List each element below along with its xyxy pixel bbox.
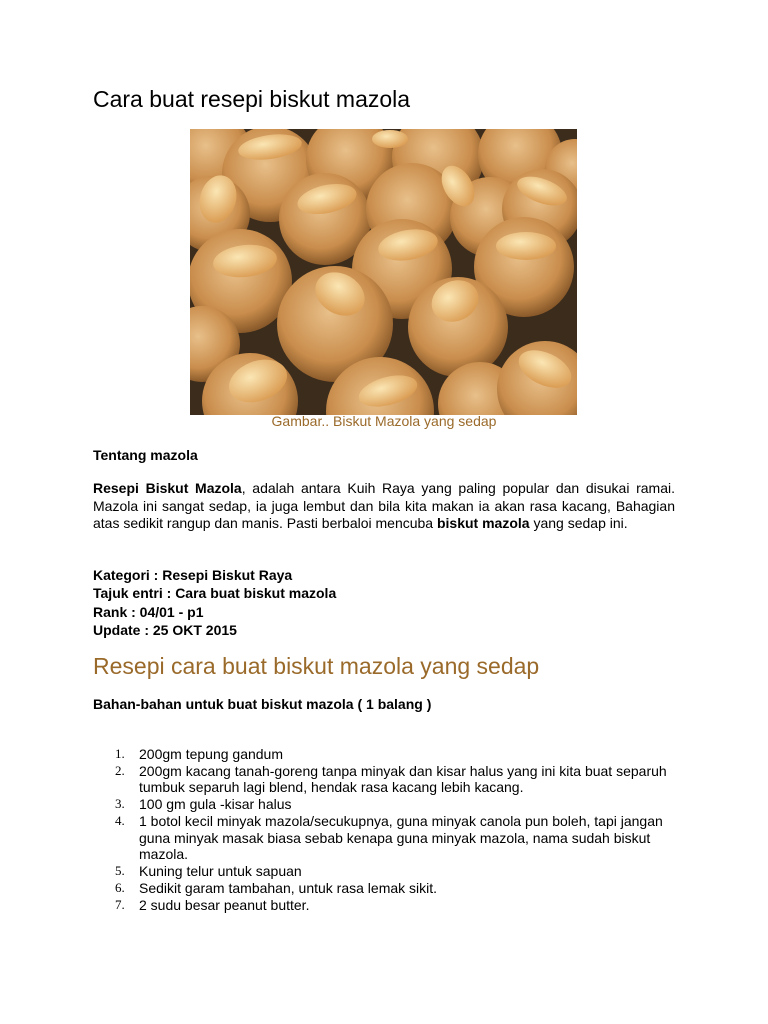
list-number: 2. bbox=[115, 762, 125, 778]
cookie-photo-illustration bbox=[190, 129, 577, 415]
list-text: 200gm kacang tanah-goreng tanpa minyak dan kisar halus yang ini kita buat separuh tumbuk separuh lagi blend, hendak rasa kacang lebih kacang. bbox=[139, 762, 667, 796]
list-text: 2 sudu besar peanut butter. bbox=[139, 897, 310, 914]
list-text: Sedikit garam tambahan, untuk rasa lemak sikit. bbox=[139, 880, 438, 897]
recipe-heading: Resepi cara buat biskut mazola yang sedap bbox=[93, 653, 540, 679]
meta-block bbox=[93, 566, 336, 639]
meta-kategori: Kategori : Resepi Biskut Raya bbox=[93, 567, 293, 583]
intro-text-1: , adalah antara Kuih Raya yang paling popular dan disukai ramai. Mazola ini sangat sedap, ia juga lembut dan bila kita makan ia akan rasa kacang, Bahagian atas sedikit rangup dan manis. Pasti berbaloi mencuba bbox=[93, 480, 675, 531]
list-item bbox=[115, 796, 675, 813]
list-number: 6. bbox=[115, 880, 125, 896]
meta-rank: Rank : 04/01 - p1 bbox=[93, 603, 204, 620]
list-item bbox=[115, 746, 675, 763]
list-number: 1. bbox=[115, 746, 125, 761]
intro-text-2: yang sedap ini. bbox=[529, 515, 628, 531]
list-item bbox=[115, 762, 675, 796]
list-text: 200gm tepung gandum bbox=[139, 746, 283, 762]
ingredients-list bbox=[93, 746, 675, 914]
intro-paragraph bbox=[93, 480, 675, 533]
intro-bold-2: biskut mazola bbox=[436, 515, 530, 531]
meta-update: Update : 25 OKT 2015 bbox=[93, 621, 237, 638]
section-heading-tentang: Tentang mazola bbox=[93, 447, 198, 463]
ingredients-heading: Bahan-bahan untuk buat biskut mazola ( 1 balang ) bbox=[93, 696, 432, 712]
list-text: 100 gm gula -kisar halus bbox=[139, 796, 292, 813]
list-item bbox=[115, 897, 675, 914]
list-number: 5. bbox=[115, 863, 125, 879]
page-title: Cara buat resepi biskut mazola bbox=[93, 86, 411, 112]
list-item bbox=[115, 813, 675, 863]
photo-caption: Gambar.. Biskut Mazola yang sedap bbox=[271, 413, 497, 429]
list-item bbox=[115, 880, 675, 897]
cookie-photo bbox=[190, 129, 577, 415]
meta-tajuk: Tajuk entri : Cara buat biskut mazola bbox=[93, 585, 337, 602]
intro-bold-1: Resepi Biskut Mazola bbox=[93, 480, 242, 496]
list-number: 3. bbox=[115, 796, 125, 812]
list-text: 1 botol kecil minyak mazola/secukupnya, guna minyak canola pun boleh, tapi jangan guna minyak masak biasa sebab kenapa guna minyak mazola, nama sudah biskut mazola. bbox=[139, 813, 663, 863]
list-number: 7. bbox=[115, 897, 125, 913]
list-number: 4. bbox=[115, 813, 125, 829]
list-text: Kuning telur untuk sapuan bbox=[139, 863, 302, 880]
list-item bbox=[115, 863, 675, 880]
